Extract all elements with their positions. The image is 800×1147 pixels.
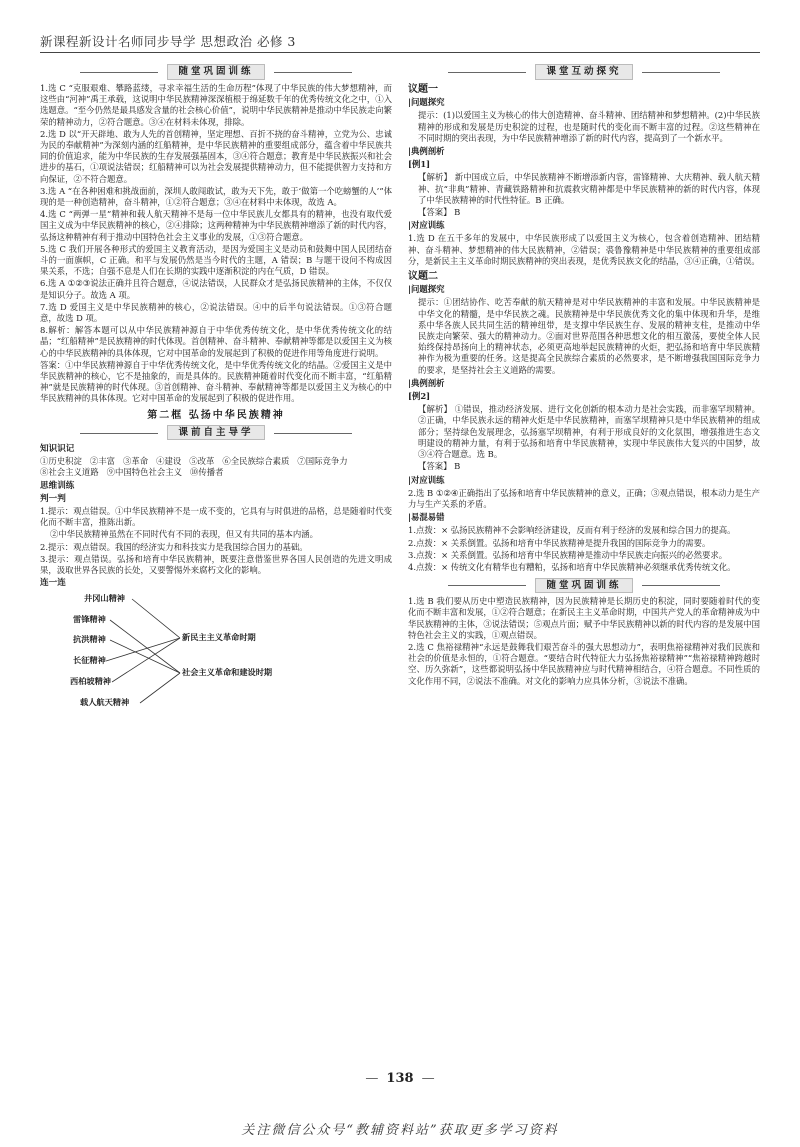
drill-item-1: 1.选 C “克服艰难、攀路蓝缕，寻求幸福生活的生命历程”体现了中华民族的伟大梦想精神，而这些由“河神”禹王承载，这说明中华民族精神深深植根于绵延数千年的优秀传统文化之中，①入选题意。“至今仍然是最具感发含量的社会核心价值”，说明中华民族精神是推动中华民族走向繁荣的精神动力，②符合题意。③④在材料未体现，排除。: [40, 83, 392, 127]
example-2-answer: 【答案】 B: [418, 461, 461, 472]
knowledge-heading: 知识识记: [40, 443, 75, 454]
judge-item-3: 3.提示：观点错误。弘扬和培育中华民族精神，既要注意借鉴世界各国人民创造的先进文明成果，汲取世界各民族的长处，又要警惕外来腐朽文化的影响。: [40, 553, 392, 575]
connect-left-6: 载人航天精神: [80, 697, 130, 708]
issue-2-heading: 议题二: [408, 271, 438, 283]
example-1-answer: 【答案】 B: [418, 207, 461, 218]
right-column: [408, 60, 760, 688]
issue-1-typical-label: |典例剖析: [408, 146, 445, 157]
drill2-item-1: 1.选 B 我们要从历史中塑造民族精神，因为民族精神是长期历史的积淀，同时要随着时代的变化而不断丰富和发展，①②符合题意；在新民主主义革命时期，中国共产党人的革命精神成为中华民族精神的主体，③说法错误；⑤观点片面；赋予中华民族精神以新的时代内容的是发展中国特色社会主义的实践，①观点错误。: [408, 596, 760, 640]
practice-2: 2.选 B ①②④正确指出了弘扬和培育中华民族精神的意义，正确；③观点错误，根本动力是生产力与生产关系的矛盾。: [408, 487, 760, 509]
page-number: — 138 —: [0, 1071, 800, 1086]
issue-1-tip: 提示：(1)以爱国主义为核心的伟大创造精神、奋斗精神、团结精神和梦想精神。(2)中华民族精神的形成和发展是历史积淀的过程，也是随时代的变化而不断丰富的过程。②这些精神在不同时期的突出表现，为中华民族精神增添了新的时代内容，提高到了一个新水平。: [418, 110, 760, 143]
practice-1-label: |对应训练: [408, 220, 445, 231]
issue-2-typical-label: |典例剖析: [408, 377, 445, 388]
thinking-heading: 思维训练: [40, 480, 75, 491]
section-band-drill: 随堂巩固训练: [40, 64, 392, 80]
section-title: 第二框 弘扬中华民族精神: [147, 409, 285, 421]
practice-2-label: |对应训练: [408, 474, 445, 485]
issue-1-heading: 议题一: [408, 84, 438, 95]
example-1-label: [例1]: [408, 159, 431, 170]
practice-1: 1.选 D 在五千多年的发展中，中华民族形成了以爱国主义为核心，包含着创造精神、团结精神、奋斗精神、梦想精神的伟大民族精神，②错误；裘鲁豫精神是中华民族精神的重要组成部分，是新民主主义革命时期民族精神的突出表现，是优秀民族文化的结晶，③④正确，①错误。: [408, 233, 760, 266]
mistake-1: 1.点拨：× 弘扬民族精神不会影响经济建设，反而有利于经济的发展和综合国力的提高。: [408, 525, 736, 536]
judge-heading: 判一判: [40, 493, 66, 504]
left-column: [40, 60, 392, 721]
connect-left-5: 西柏坡精神: [70, 676, 111, 687]
connect-left-4: 长征精神: [73, 655, 106, 666]
drill-item-2: 2.选 D 以“开天辟地、敢为人先的首创精神，坚定理想、百折不挠的奋斗精神，立党为公、忠诚为民的奉献精神”为深刻内涵的红船精神，是中华民族精神的重要组成部分，蕴含着中华民族共同的价值追求，能为中华民族的生存发展强基固本，③④符合题意；教育是中华民族振兴和社会进步的基石，①项说法错误；红船精神可以为社会发展提供精神动力，但不能提供智力支持和方向保证，②不符合题意。: [40, 128, 392, 184]
mistake-2: 2.点拨：× 关系倒置。弘扬和培育中华民族精神是提升我国的国际竞争力的需要。: [408, 537, 711, 548]
connect-heading: 连一连: [40, 578, 66, 589]
example-2-label: [例2]: [408, 391, 431, 402]
mistake-3: 3.点拨：× 关系倒置。弘扬和培育中华民族精神是推动中华民族走向振兴的必然要求。: [408, 549, 728, 560]
connect-right-2: 社会主义革命和建设时期: [182, 667, 273, 678]
header-rule: [40, 52, 760, 53]
example-1-analysis: 【解析】 新中国成立后，中华民族精神不断增添新内容，雷锋精神、大庆精神、载人航天精神、抗“非典”精神、青藏铁路精神和抗震救灾精神都是中华民族精神的新的时代内容，体现了中华民族精神的时代性特征。B 正确。: [418, 172, 760, 205]
connect-right-1: 新民主主义革命时期: [182, 632, 256, 643]
judge-item-1: 1.提示：观点错误。①中华民族精神不是一成不变的，它具有与时俱进的品格，总是随着时代变化而不断丰富，推陈出新。: [40, 505, 392, 528]
drill-item-4: 4.选 C “两弹一星”精神和载人航天精神不是每一位中华民族儿女都具有的精神，也没有取代爱国主义成为中华民族精神的核心，②④排除；这两种精神为中华民族精神增添了新的时代内容，弘扬这种精神有利于推动中国特色社会主义事业的发展，①③符合题意。: [40, 209, 392, 242]
drill-item-6: 6.选 A ①②③说法正确并且符合题意，④说法错误，人民群众才是弘扬民族精神的主体，不仅仅是知识分子。故选 A 项。: [40, 278, 392, 300]
judge-item-1b: ②中华民族精神虽然在不同时代有不同的表现，但又有共同的基本内涵。: [50, 529, 318, 540]
knowledge-list: ①历史积淀 ②丰富 ③革命 ④建设 ⑤改革 ⑥全民族综合素质 ⑦国际竞争力 ⑧社会主义道路 ⑨中国特色社会主义 ⑩传播者: [40, 456, 348, 478]
connect-exercise: [40, 591, 392, 721]
drill-answer: 答案：①中华民族精神源自于中华优秀传统文化，是中华优秀传统文化的结晶。②爱国主义是中华民族精神的核心，它不是抽象的，而是具体的。民族精神随着时代变化而不断丰富，“红船精神”就是民族精神的时代体现。③首创精神、奋斗精神、奉献精神等都是以爱国主义为核心的中华民族精神的具体体现。它对中国革命的发展起到了积极的促进作用。: [40, 359, 392, 404]
mistake-4: 4.点拨：× 传统文化有精华也有糟粕，弘扬和培育中华民族精神必须继承优秀传统文化。: [408, 561, 736, 572]
judge-item-2: 2.提示：观点错误。我国的经济实力和科技实力是我国综合国力的基础。: [40, 541, 308, 552]
section-band-drill-2: 随堂巩固训练: [408, 577, 760, 593]
drill2-item-2: 2.选 C 焦裕禄精神“永远是鼓舞我们艰苦奋斗的强大思想动力”，表明焦裕禄精神对我们民族和社会的价值是永恒的，①符合题意。“要结合时代特征大力弘扬焦裕禄精神”“焦裕禄精神跨越时空、历久弥新”，这些都说明弘扬中华民族精神应与时代精神相结合，④符合题意。不同性质的文化作用不同，②说法不准确。对文化的影响力应具体分析，③说法不准确。: [408, 641, 760, 686]
footer-note: 关注微信公众号“教辅资料站”获取更多学习资料: [241, 1123, 559, 1138]
drill-item-8: 8.解析：解答本题可以从中华民族精神源自于中华优秀传统文化，是中华优秀传统文化的结晶；“红船精神”是民族精神的时代体现。首创精神、奋斗精神、奉献精神等都是以爱国主义为核心的中华民族精神的具体体现，它对中国革命的发展起到了积极的促进作用等角度进行说明。: [40, 325, 392, 358]
example-2-analysis: 【解析】 ①错误，推动经济发展、进行文化创新的根本动力是社会实践，而非塞罕坝精神。②正确，中华民族永远的精神火炬是中华民族精神，而塞罕坝精神只是中华民族精神的组成部分；坚持绿色发展理念，弘扬塞罕坝精神，有利于形成良好的文化氛围，增强推进生态文明建设的精神力量，有利于弘扬和培育中华民族精神，实现中华民族伟大复兴的中国梦，故③④符合题意。选 B。: [418, 404, 760, 460]
issue-2-question-label: |问题探究: [408, 284, 445, 295]
section-band-preview: 课前自主导学: [40, 425, 392, 441]
easy-mistake-label: |易混易错: [408, 512, 445, 523]
connect-left-1: 井冈山精神: [84, 593, 125, 604]
connect-left-3: 抗洪精神: [73, 634, 106, 645]
drill-item-5: 5.选 C 我们开展各种形式的爱国主义教育活动，是因为爱国主义是动员和鼓舞中国人民团结奋斗的一面旗帜，C 正确。和平与发展仍然是当今时代的主题，A 错误；B 与题干设问不构成因果关系，不选；自强不息是人们在长期的实践中逐渐积淀的内在气质，D 错误。: [40, 243, 392, 277]
issue-2-tip: 提示：①团结协作、吃苦奉献的航天精神是对中华民族精神的丰富和发展。中华民族精神是中华文化的精髓，是中华民族之魂。民族精神是中华民族优秀文化的集中体现和升华，是维系中华各族人民共同生活的精神纽带，是支撑中华民族生存、发展的精神支柱，是推动中华民族走向繁荣、强大的精神动力。②面对世界范围各种思想文化的相互激荡，要使全体人民始终保持昂扬向上的精神状态，必须更高地举起民族精神的火炬，把弘扬和培育中华民族精神作为极为重要的任务。这是提高全民族综合素质的必然要求，是不断增强我国国际竞争力的要求，是坚持社会主义道路的需要。: [418, 297, 760, 375]
drill-item-3: 3.选 A “在各种困难和挑战面前，深圳人敢闯敢试，敢为天下先，敢于‘做第一个吃螃蟹的人’”体现的是一种创造精神，奋斗精神，①②符合题意；③④在材料中未体现，故选 A。: [40, 185, 392, 208]
running-header: 新课程新设计名师同步导学 思想政治 必修 3: [40, 34, 296, 49]
issue-1-question-label: |问题探究: [408, 97, 445, 108]
drill-item-7: 7.选 D 爱国主义是中华民族精神的核心，②说法错误。④中的后半句说法错误。①③符合题意，故选 D 项。: [40, 301, 392, 324]
connect-left-2: 雷锋精神: [73, 614, 106, 625]
section-band-explore: 课堂互动探究: [408, 64, 760, 80]
